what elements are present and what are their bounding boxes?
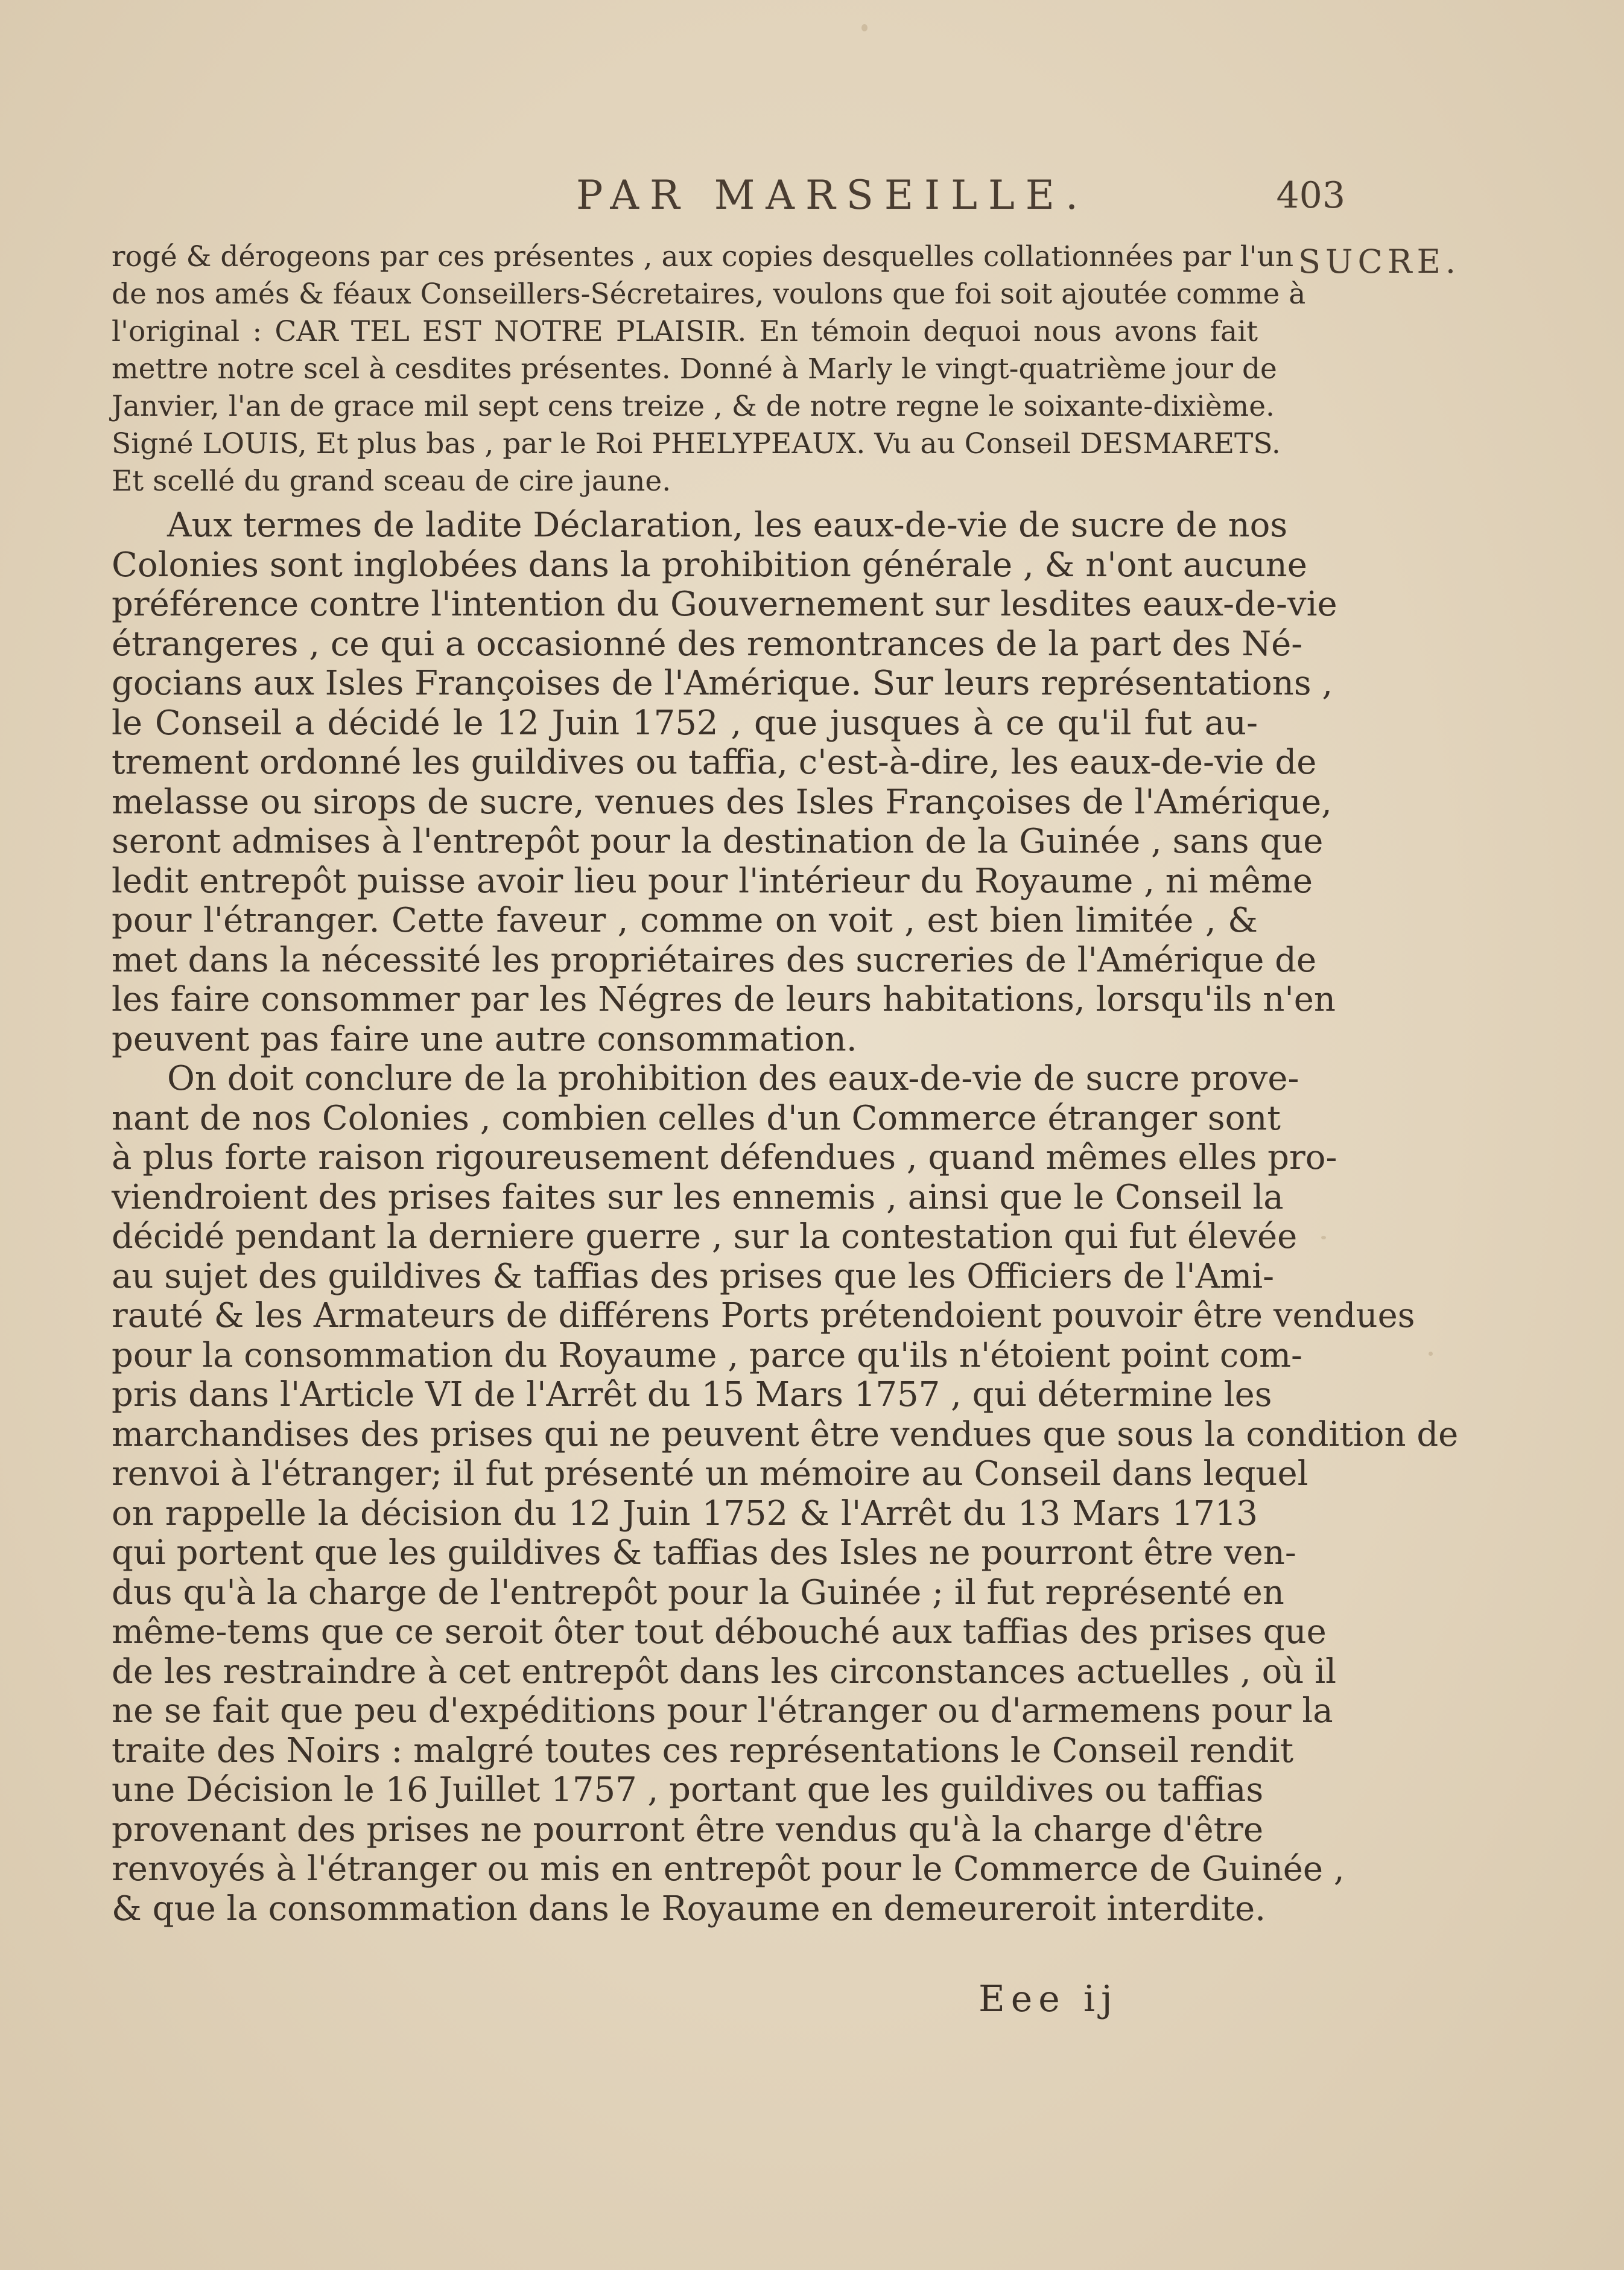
running-head: PAR MARSEILLE.: [576, 172, 1089, 218]
margin-note: SUCRE.: [1298, 243, 1461, 281]
text-line: trement ordonné les guildives ou taffia, c'est-à-dire, les eaux-de-vie de: [112, 743, 1317, 782]
text-line: marchandises des prises qui ne peuvent être vendues que sous la condition de: [112, 1414, 1459, 1454]
text-line: seront admises à l'entrepôt pour la destination de la Guinée , sans que: [112, 822, 1324, 861]
text-line: renvoyés à l'étranger ou mis en entrepôt pour le Commerce de Guinée ,: [112, 1849, 1345, 1889]
text-line: l'original : CAR TEL EST NOTRE PLAISIR. En témoin dequoi nous avons fait: [112, 315, 1258, 348]
text-line: pris dans l'Article VI de l'Arrêt du 15 Mars 1757 , qui détermine les: [112, 1375, 1272, 1414]
text-line: même-tems que ce seroit ôter tout débouché aux taffias des prises que: [112, 1612, 1327, 1652]
text-line: rogé & dérogeons par ces présentes , aux copies desquelles collationnées par l'un: [112, 240, 1294, 273]
text-line: pour la consommation du Royaume , parce qu'ils n'étoient point com-: [112, 1335, 1302, 1375]
paper-spot: [1429, 1352, 1433, 1356]
main-text: [112, 506, 1459, 1928]
paragraph-1: [112, 506, 1337, 1059]
text-line: Et scellé du grand sceau de cire jaune.: [112, 465, 671, 498]
text-line: viendroient des prises faites sur les ennemis , ainsi que le Conseil la: [112, 1177, 1284, 1217]
text-line: On doit conclure de la prohibition des eaux-de-vie de sucre prove-: [167, 1059, 1299, 1098]
top-paragraph: [112, 238, 1306, 500]
text-line: pour l'étranger. Cette faveur , comme on voit , est bien limitée , &: [112, 901, 1258, 940]
text-line: décidé pendant la derniere guerre , sur la contestation qui fut élevée: [112, 1217, 1298, 1256]
text-line: à plus forte raison rigoureusement défendues , quand mêmes elles pro-: [112, 1138, 1337, 1177]
paper-spot: [1321, 1236, 1326, 1239]
text-line: étrangeres , ce qui a occasionné des remontrances de la part des Né-: [112, 624, 1303, 664]
text-line: au sujet des guildives & taffias des prises que les Officiers de l'Ami-: [112, 1256, 1275, 1296]
text-line: & que la consommation dans le Royaume en demeureroit interdite.: [112, 1889, 1266, 1928]
text-line: provenant des prises ne pourront être vendus qu'à la charge d'être: [112, 1810, 1264, 1849]
text-line: ne se fait que peu d'expéditions pour l'étranger ou d'armemens pour la: [112, 1691, 1333, 1731]
text-line: qui portent que les guildives & taffias des Isles ne pourront être ven-: [112, 1533, 1296, 1572]
text-line: Aux termes de ladite Déclaration, les eaux-de-vie de sucre de nos: [167, 506, 1288, 545]
text-line: Colonies sont inglobées dans la prohibition générale , & n'ont aucune: [112, 545, 1307, 585]
text-line: préférence contre l'intention du Gouvernement sur lesdites eaux-de-vie: [112, 585, 1337, 624]
text-line: nant de nos Colonies , combien celles d'un Commerce étranger sont: [112, 1098, 1281, 1138]
text-line: mettre notre scel à cesdites présentes. Donné à Marly le vingt-quatrième jour de: [112, 352, 1277, 386]
text-line: de nos amés & féaux Conseillers-Sécretaires, voulons que foi soit ajoutée comme à: [112, 278, 1306, 311]
text-line: gocians aux Isles Françoises de l'Amérique. Sur leurs représentations ,: [112, 664, 1333, 703]
page-header: [410, 172, 1345, 226]
text-line: Signé LOUIS, Et plus bas , par le Roi PHELYPEAUX. Vu au Conseil DESMARETS.: [112, 427, 1281, 460]
text-line: renvoi à l'étranger; il fut présenté un mémoire au Conseil dans lequel: [112, 1454, 1308, 1493]
text-line: une Décision le 16 Juillet 1757 , portant que les guildives ou taffias: [112, 1770, 1264, 1810]
text-line: met dans la nécessité les propriétaires des sucreries de l'Amérique de: [112, 940, 1317, 980]
text-line: melasse ou sirops de sucre, venues des Isles Françoises de l'Amérique,: [112, 782, 1332, 822]
text-line: le Conseil a décidé le 12 Juin 1752 , que jusques à ce qu'il fut au-: [112, 703, 1258, 743]
text-line: peuvent pas faire une autre consommation.: [112, 1019, 857, 1059]
page-number: 403: [1276, 174, 1345, 217]
text-line: Janvier, l'an de grace mil sept cens treize , & de notre regne le soixante-dixième.: [112, 390, 1275, 423]
text-line: rauté & les Armateurs de différens Ports prétendoient pouvoir être vendues: [112, 1296, 1415, 1335]
text-line: on rappelle la décision du 12 Juin 1752 & l'Arrêt du 13 Mars 1713: [112, 1493, 1258, 1533]
text-line: de les restraindre à cet entrepôt dans les circonstances actuelles , où il: [112, 1652, 1337, 1691]
signature-mark: Eee ij: [979, 1978, 1118, 2020]
paragraph-2: [112, 1059, 1459, 1928]
text-line: les faire consommer par les Négres de leurs habitations, lorsqu'ils n'en: [112, 980, 1336, 1019]
paper-spot: [861, 24, 868, 31]
text-line: dus qu'à la charge de l'entrepôt pour la Guinée ; il fut représenté en: [112, 1572, 1284, 1612]
text-line: traite des Noirs : malgré toutes ces représentations le Conseil rendit: [112, 1731, 1294, 1770]
text-line: ledit entrepôt puisse avoir lieu pour l'intérieur du Royaume , ni même: [112, 861, 1313, 901]
